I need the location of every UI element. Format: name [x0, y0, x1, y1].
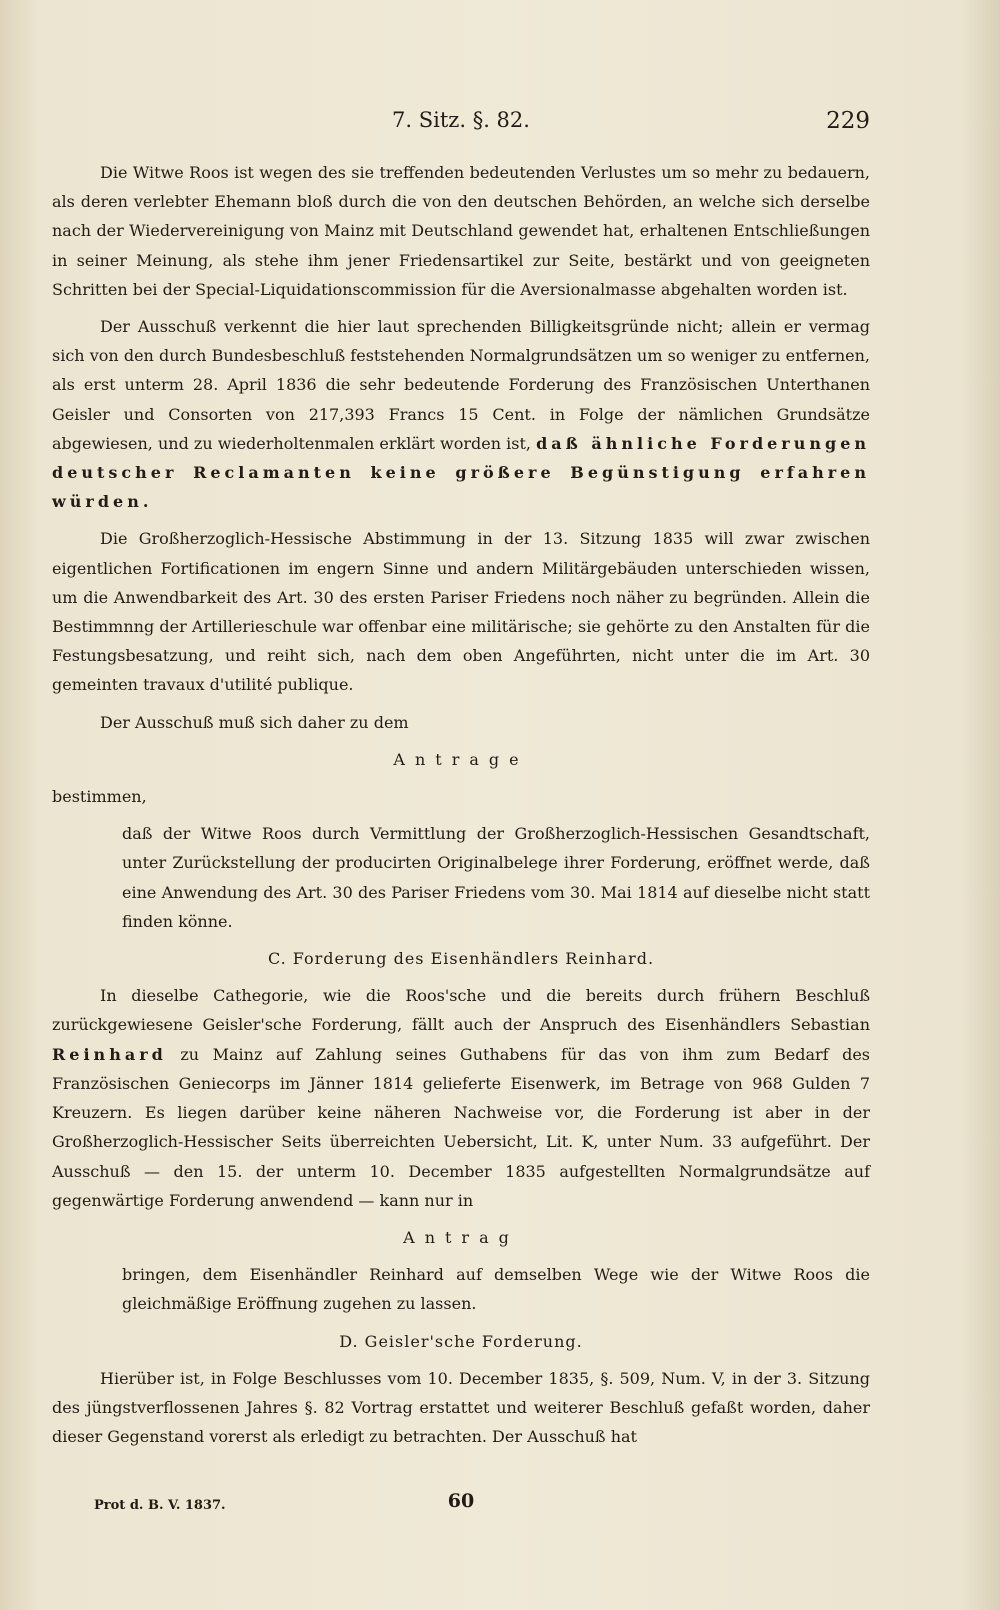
paragraph-3: Die Großherzoglich-Hessische Abstimmung in der 13. Sitzung 1835 will zwar zwischen eigentlichen Fortificationen im engern Sinne und andern Militärgebäuden unterschieden wissen, um die Anwendbarkeit des Art. 30 des ersten Pariser Friedens noch näher zu begründen. Allein die Bestimmnng der Artillerieschule war offenbar eine militärische; sie gehörte zu den Anstalten für die Festungsbesatzung, und reiht sich, nach dem oben Angeführten, nicht unter die im Art. 30 gemeinten travaux d'utilité publique.	[52, 529, 870, 695]
page-number: 229	[826, 108, 870, 134]
paragraph-d: Hierüber ist, in Folge Beschlusses vom 10. December 1835, §. 509, Num. V, in der 3. Sitzung des jüngstverflossenen Jahres §. 82 Vortrag erstattet und weiterer Beschluß gefaßt worden, daher dieser Gegenstand vorerst als erledigt zu betrachten. Der Ausschuß hat	[52, 1368, 870, 1447]
page-header	[52, 108, 870, 142]
paragraph-2	[52, 312, 870, 516]
antrag-heading-1: Antrage	[393, 749, 529, 769]
paragraph-c	[52, 981, 870, 1215]
paragraph-4: Der Ausschuß muß sich daher zu dem	[100, 712, 409, 732]
paragraph-2-text: Der Ausschuß verkennt die hier laut sprechenden Billigkeitsgründe nicht; allein er vermag sich von den durch Bundesbeschluß feststehenden Normalgrundsätzen um so weniger zu entfernen, als erst unterm 28. April 1836 die sehr bedeutende Forderung des Französischen Unterthanen Geisler und Consorten von 217,393 Francs 15 Cent. in Folge der nämlichen Grundsätze abgewiesen, und zu wiederholtenmalen erklärt worden ist,	[52, 317, 870, 453]
paragraph-1: Die Witwe Roos ist wegen des sie treffenden bedeutenden Verlustes um so mehr zu bedauern, als deren verlebter Ehemann bloß durch die von den deutschen Behörden, an welche sich derselbe nach der Wiedervereinigung von Mainz mit Deutschland gewendet hat, erhaltenen Entschließungen in seiner Meinung, als stehe ihm jener Friedensartikel zur Seite, bestärkt und von geeigneten Schritten bei der Special-Liquidationscommission für die Aversionalmasse abgehalten worden ist.	[52, 163, 870, 299]
antrag-body-2: bringen, dem Eisenhändler Reinhard auf demselben Wege wie der Witwe Roos die gleichmäßige Eröffnung zugehen zu lassen.	[122, 1265, 870, 1314]
paragraph-c-rest: zu Mainz auf Zahlung seines Guthabens für das von ihm zum Bedarf des Französischen Geniecorps im Jänner 1814 gelieferte Eisenwerk, im Betrage von 968 Gulden 7 Kreuzern. Es liegen darüber keine näheren Nachweise vor, die Forderung ist aber in der Großherzoglich-Hessischer Seits überreichten Uebersicht, Lit. K, unter Num. 33 aufgeführt. Der Ausschuß — den 15. der unterm 10. December 1835 aufgestellten Normalgrundsätze auf gegenwärtige Forderung anwendend — kann nur in	[52, 1044, 870, 1210]
name-reinhard: Reinhard	[52, 1044, 167, 1064]
signature-number: 60	[447, 1490, 475, 1512]
page-body	[52, 158, 870, 1459]
paragraph-c-start: In dieselbe Cathegorie, wie die Roos'sche und die bereits durch frühern Beschluß zurückgewiesene Geisler'sche Forderung, fällt auch der Anspruch des Eisenhändlers Sebastian	[52, 986, 870, 1035]
page-footer	[52, 1490, 870, 1520]
section-d-heading: D. Geisler'sche Forderung.	[339, 1331, 583, 1351]
footer-reference: Prot d. B. V. 1837.	[94, 1498, 226, 1513]
running-title: 7. Sitz. §. 82.	[392, 108, 530, 132]
antrag-body-1: daß der Witwe Roos durch Vermittlung der Großherzoglich-Hessischen Gesandtschaft, unter Zurückstellung der producirten Originalbelege ihrer Forderung, eröffnet werde, daß eine Anwendung des Art. 30 des Pariser Friedens vom 30. Mai 1814 auf dieselbe nicht statt finden könne.	[122, 824, 870, 931]
spaced-emphasis: daß ähnliche Forderungen deutscher Reclamanten keine größere Begünstigung erfahren würden.	[52, 433, 871, 512]
antrag-heading-2: Antrag	[403, 1227, 519, 1247]
section-c-heading: C. Forderung des Eisenhändlers Reinhard.	[267, 949, 655, 969]
bestimmen-line: bestimmen,	[52, 787, 147, 807]
